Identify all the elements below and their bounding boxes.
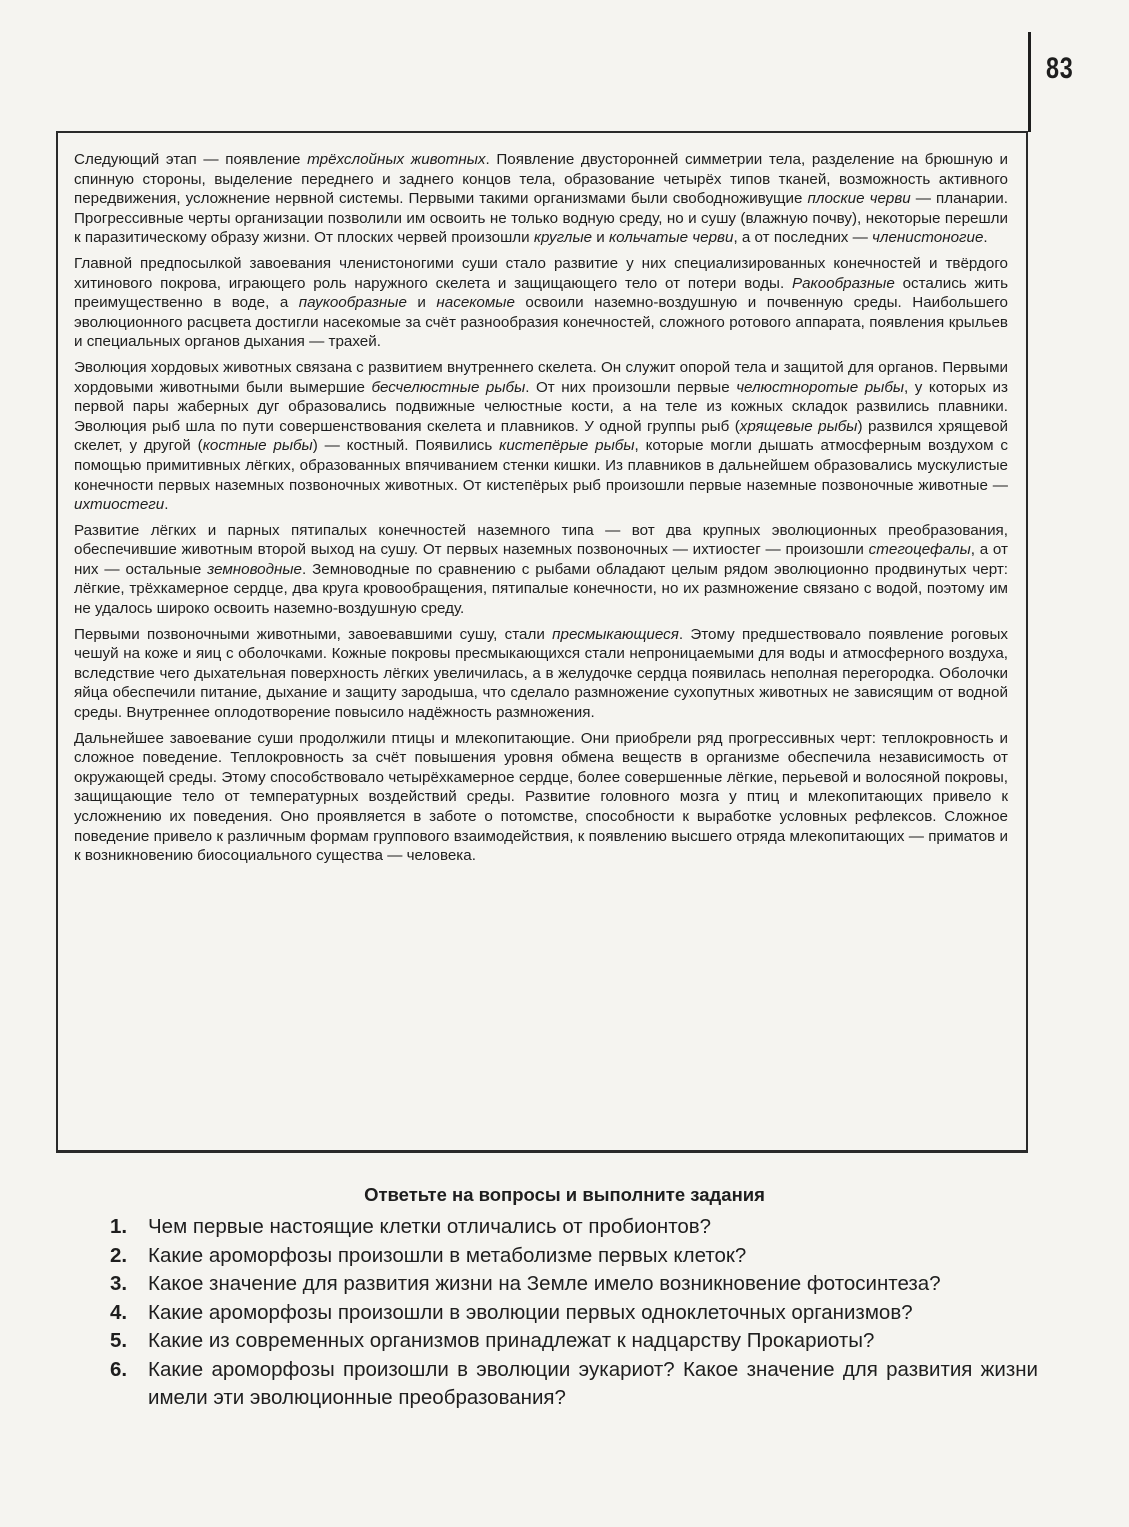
- italic-term: трёхслойных животных: [307, 151, 486, 168]
- margin-rule: [1028, 32, 1031, 132]
- question-number: 5.: [110, 1329, 128, 1352]
- text-run: Следующий этап — появление: [74, 151, 308, 168]
- text-run: , у которых из первой пары жаберных дуг образовались подвижные челюстные кости, а на теле из кожных складок развились плавники. Эволюция рыб шла по пути совершенствования скелета и плавников. У одной группы рыб (: [74, 378, 1008, 435]
- page-number: 83: [1046, 52, 1074, 85]
- italic-term: бесчелюстные рыбы: [371, 378, 526, 396]
- text-run: . От них произошли первые: [525, 378, 737, 396]
- italic-term: хрящевые рыбы: [739, 417, 858, 435]
- question-item: [110, 1242, 1038, 1271]
- text-run: Дальнейшее завоевание суши продолжили птицы и млекопитающие. Они приобрели ряд прогрессивных черт: теплокровность и сложное поведение. Теплокровность за счёт повышения уровня обмена веществ в организме обеспечила независимость от окружающей среды. Этому способствовало четырёхкамерное сердце, более совершенные лёгкие, перьевой и волосяной покровы, защищающие тело от температурных воздействий среды. Развитие головного мозга у птиц и млекопитающих привело к усложнению их поведения. Оно проявляется в заботе о потомстве, способности к выработке условных рефлексов. Сложное поведение привело к различным формам группового взаимодействия, к появлению высшего отряда млекопитающих — приматов и к возникновению биосоциального существа — человека.: [74, 729, 1008, 865]
- text-run: , которые могли дышать атмосферным воздухом с помощью примитивных лёгких, образованных впячиванием стенки кишки. Из плавников в дальнейшем образовались мускулистые конечности первых наземных позвоночных животных. От кистепёрых рыб произошли первые наземные позвоночные животные —: [74, 437, 1008, 494]
- text-run: .: [983, 229, 988, 247]
- text-run: ) — костный. Появились: [312, 437, 500, 455]
- text-run: и: [592, 229, 610, 247]
- questions-title: Ответьте на вопросы и выполните задания: [364, 1184, 765, 1205]
- paragraph: [74, 254, 1008, 352]
- question-number: 6.: [110, 1357, 128, 1381]
- text-run: , а от последних —: [733, 229, 873, 247]
- text-run: — планарии. Прогрессивные черты организации позволили им освоить не только водную среду, но и сушу (влажную почву), некоторые перешли к паразитическому образу жизни. От плоских червей произошли: [74, 190, 1008, 247]
- paragraph: [74, 729, 1008, 866]
- italic-term: челюстноротые рыбы: [736, 378, 905, 396]
- text-run: Развитие лёгких и парных пятипалых конечностей наземного типа — вот два крупных эволюционных преобразования, обеспечившие животным второй выход на сушу. От первых наземных позвоночных — ихтиостег — произошли: [74, 521, 1008, 559]
- text-run: Первыми позвоночными животными, завоевавшими сушу, стали: [74, 625, 553, 643]
- italic-term: стегоцефалы: [868, 541, 971, 559]
- question-number: 4.: [110, 1300, 128, 1324]
- italic-term: кистепёрые рыбы: [499, 437, 635, 455]
- text-run: остались жить преимущественно в воде, а: [74, 274, 1008, 312]
- main-text-box: [56, 131, 1028, 1153]
- paragraph: [74, 625, 1008, 723]
- question-item: [110, 1356, 1038, 1413]
- italic-term: земноводные: [207, 560, 302, 578]
- question-text: Какие из современных организмов принадлежат к надцарству Прокариоты?: [148, 1329, 875, 1352]
- question-text: Какие ароморфозы произошли в эволюции первых одноклеточных организмов?: [148, 1300, 913, 1324]
- paragraph: [74, 521, 1008, 619]
- italic-term: насекомые: [436, 294, 515, 312]
- paragraph: [74, 358, 1008, 515]
- text-run: Главной предпосылкой завоевания членистоногими суши стало развитие у них специализированных конечностей и твёрдого хитинового покрова, играющего роль наружного скелета и защищающего тело от потери воды.: [74, 254, 1008, 292]
- question-item: [110, 1213, 1038, 1242]
- question-text: Чем первые настоящие клетки отличались от пробионтов?: [148, 1215, 712, 1238]
- italic-term: плоские черви: [807, 190, 911, 208]
- italic-term: ихтиостеги: [74, 496, 165, 514]
- paragraph: [74, 150, 1008, 248]
- question-text: Какие ароморфозы произошли в метаболизме первых клеток?: [148, 1243, 747, 1267]
- question-text: Какие ароморфозы произошли в эволюции эукариот? Какое значение для развития жизни имели эти эволюционные преобразования?: [148, 1357, 1038, 1409]
- italic-term: членистоногие: [872, 229, 984, 247]
- question-number: 1.: [110, 1215, 128, 1238]
- text-run: . Этому предшествовало появление роговых чешуй на коже и яиц с оболочками. Кожные покровы пресмыкающихся стали непроницаемыми для воды и атмосферного воздуха, вследствие чего дыхательная поверхность лёгких увеличилась, а в желудочке сердца появилась неполная перегородка. Оболочки яйца обеспечили питание, дыхание и защиту зародыша, что сделало размножение сухопутных животных не зависящим от водной среды. Внутреннее оплодотворение повысило надёжность размножения.: [74, 625, 1008, 722]
- italic-term: пресмыкающиеся: [552, 625, 679, 643]
- question-number: 3.: [110, 1272, 128, 1295]
- text-run: . Появление двусторонней симметрии тела, разделение на брюшную и спинную стороны, выделение переднего и заднего концов тела, образование четырёх типов тканей, возможность активного передвижения, усложнение нервной системы. Первыми такими организмами были свободноживущие: [74, 151, 1008, 208]
- text-run: и: [406, 294, 437, 312]
- text-run: Эволюция хордовых животных связана с развитием внутреннего скелета. Он служит опорой тела и защитой для органов. Первыми хордовыми животными были вымершие: [74, 358, 1008, 396]
- questions-list: [110, 1213, 1038, 1413]
- italic-term: Ракообразные: [791, 274, 895, 292]
- question-text: Какое значение для развития жизни на Земле имело возникновение фотосинтеза?: [148, 1272, 941, 1295]
- question-number: 2.: [110, 1243, 128, 1267]
- italic-term: кольчатые черви: [609, 229, 734, 247]
- text-run: , а от них — остальные: [74, 541, 1008, 578]
- text-run: . Земноводные по сравнению с рыбами обладают целым рядом эволюционно продвинутых черт: лёгкие, трёхкамерное сердце, два круга кровообращения, пятипалые конечности, но их размножение связано с водой, поэтому им не удалось широко освоить наземно-воздушную среду.: [74, 560, 1008, 618]
- text-run: ) развился хрящевой скелет, у другой (: [74, 417, 1009, 455]
- italic-term: паукообразные: [298, 294, 407, 312]
- italic-term: костные рыбы: [202, 437, 313, 455]
- text-run: .: [164, 496, 169, 514]
- question-item: [110, 1299, 1038, 1328]
- text-run: освоили наземно-воздушную и почвенную среды. Наибольшего эволюционного расцвета достигли насекомые за счёт разнообразия конечностей, сложного ротового аппарата, появления крыльев и специальных органов дыхания — трахей.: [74, 294, 1008, 351]
- question-item: [110, 1270, 1038, 1299]
- italic-term: круглые: [533, 229, 593, 247]
- question-item: [110, 1327, 1038, 1356]
